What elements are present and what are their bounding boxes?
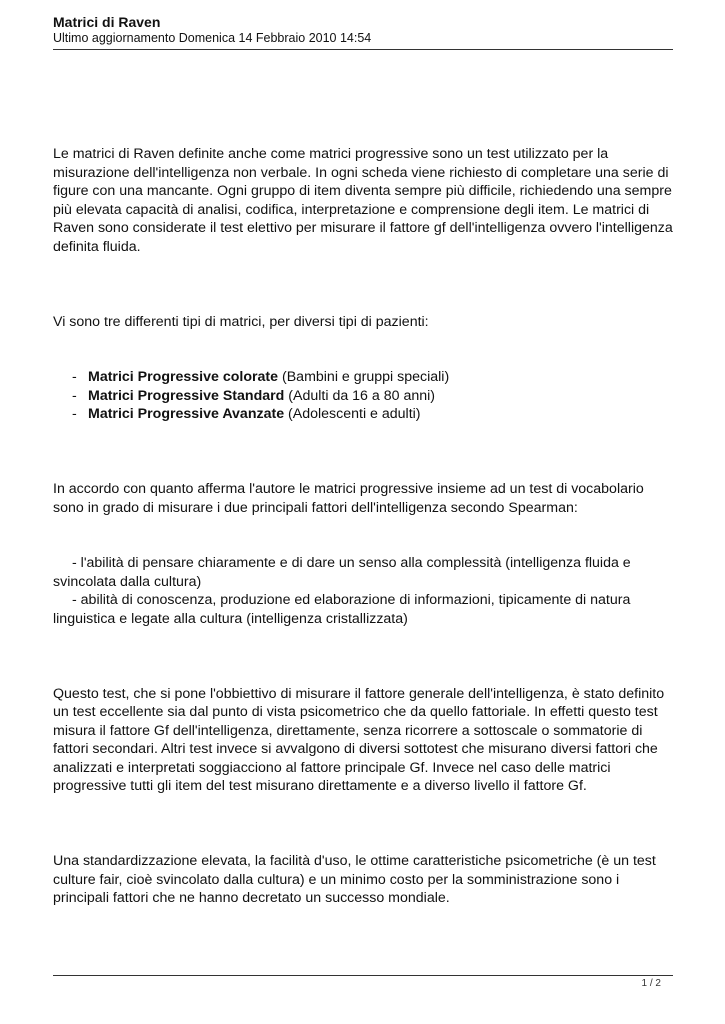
type-description: (Adolescenti e adulti) (284, 406, 421, 423)
header-divider (53, 49, 673, 50)
abilities-list (53, 554, 678, 628)
type-description: (Bambini e gruppi speciali) (278, 369, 450, 386)
document-body (53, 145, 678, 908)
type-name: Matrici Progressive Standard (88, 387, 285, 404)
page-number: 1 / 2 (641, 978, 661, 989)
list-item (53, 368, 678, 387)
type-description: (Adulti da 16 a 80 anni) (284, 387, 435, 404)
types-intro-paragraph: Vi sono tre differenti tipi di matrici, per diversi tipi di pazienti: (53, 313, 429, 330)
list-item (53, 405, 678, 424)
list-item: - l'abilità di pensare chiaramente e di dare un senso alla complessità (intelligenza fluida e svincolata dalla cultura) (53, 555, 631, 590)
list-item: - abilità di conoscenza, produzione ed elaborazione di informazioni, tipicamente di natura linguistica e legate alla cultura (intelligenza cristallizzata) (53, 592, 631, 627)
document-title: Matrici di Raven (53, 14, 161, 30)
list-dash: - (72, 406, 77, 423)
intro-paragraph: Le matrici di Raven definite anche come matrici progressive sono un test utilizzato per la misurazione dell'intelligenza non verbale. In ogni scheda viene richiesto di completare una serie di figure con una mancante. Ogni gruppo di item diventa sempre più difficile, richiedendo una sempre più elevata capacità di analisi, codifica, interpretazione e comprensione degli item. Le matrici di Raven sono considerate il test elettivo per misurare il fattore gf dell'intelligenza ovvero l'intelligenza definita fluida. (53, 146, 673, 255)
page-header (53, 14, 673, 46)
type-name: Matrici Progressive colorate (88, 369, 279, 386)
list-item (53, 387, 678, 406)
matrix-types-list (53, 368, 678, 424)
list-dash: - (72, 369, 77, 386)
list-dash: - (72, 387, 77, 404)
spearman-intro-paragraph: In accordo con quanto afferma l'autore le matrici progressive insieme ad un test di vocabolario sono in grado di misurare i due principali fattori dell'intelligenza secondo Spearman: (53, 480, 644, 516)
footer-divider (53, 975, 673, 976)
type-name: Matrici Progressive Avanzate (88, 406, 285, 423)
last-updated: Ultimo aggiornamento Domenica 14 Febbraio 2010 14:54 (53, 31, 372, 45)
success-paragraph: Una standardizzazione elevata, la facilità d'uso, le ottime caratteristiche psicometriche (è un test culture fair, cioè svincolato dalla cultura) e un minimo costo per la somministrazione sono i principali fattori che ne hanno decretato un successo mondiale. (53, 853, 656, 907)
test-paragraph: Questo test, che si pone l'obbiettivo di misurare il fattore generale dell'intelligenza, è stato definito un test eccellente sia dal punto di vista psicometrico che da quello fattoriale. In effetti questo test misura il fattore Gf dell'intelligenza, direttamente, senza ricorrere a sottoscale o sommatorie di fattori secondari. Altri test invece si avvalgono di diversi sottotest che misurano diversi fattori che analizzati e interpretati soggiacciono al fattore principale Gf. Invece nel caso delle matrici progressive tutti gli item del test misurano direttamente e a diverso livello il fattore Gf. (53, 685, 665, 795)
